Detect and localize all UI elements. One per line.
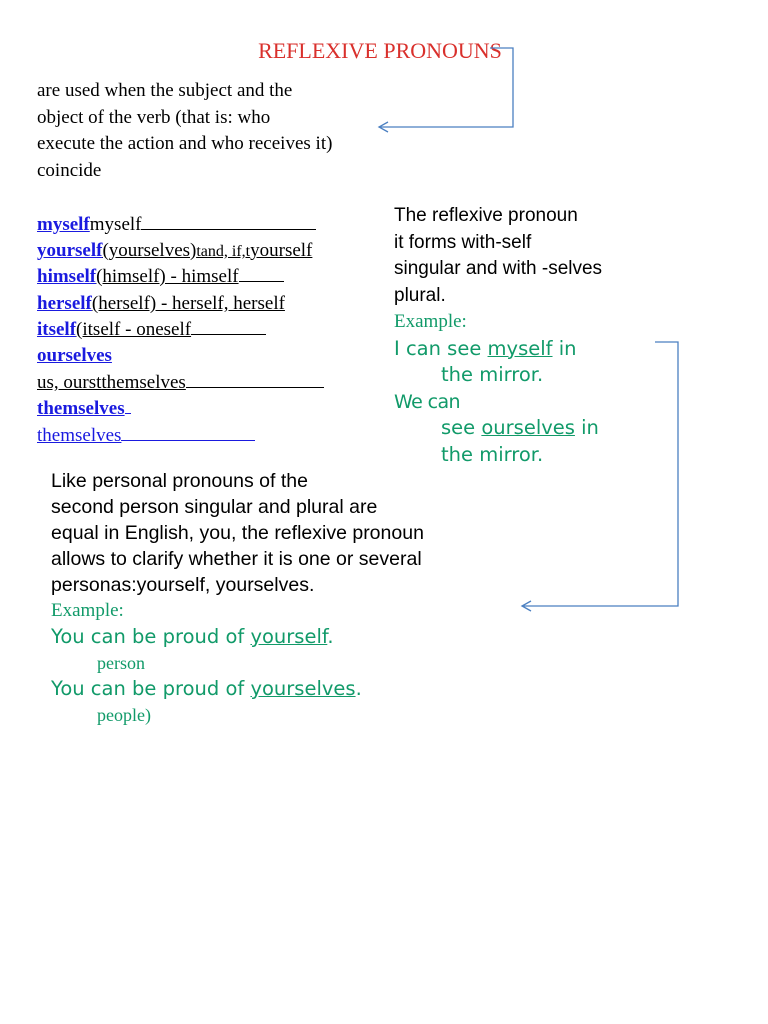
example-text: . <box>355 677 362 700</box>
example-sentence: the mirror. <box>441 363 544 386</box>
page-title: REFLEXIVE PRONOUNS <box>258 38 502 63</box>
pronoun-text: yourself <box>250 240 313 261</box>
note-line: Like personal pronouns of the <box>51 470 308 492</box>
note-line: second person singular and plural are <box>51 496 378 518</box>
example-text: You can be proud of <box>51 677 251 700</box>
note-line: personas:yourself, yourselves. <box>51 574 315 596</box>
pronoun-link[interactable]: yourself <box>37 240 103 261</box>
pronoun-small-text: tand, if,t <box>196 243 251 260</box>
intro-line: coincide <box>37 159 102 181</box>
pronoun-text: (yourselves) <box>102 240 197 261</box>
pronoun-link[interactable]: itself <box>37 319 77 340</box>
pronoun-text: us, ourst <box>37 372 102 393</box>
example-highlight: myself <box>487 336 553 360</box>
pronoun-text: themselves <box>101 372 186 393</box>
note-line: The reflexive pronoun <box>394 205 578 226</box>
note-line: equal in English, you, the reflexive pronoun <box>51 522 424 544</box>
arrow-title-to-intro <box>380 48 513 127</box>
intro-line: are used when the subject and the <box>37 80 293 101</box>
example-label: Example: <box>394 311 467 332</box>
pronoun-link[interactable]: myself <box>37 214 90 235</box>
arrow-example-to-like <box>523 342 678 606</box>
pronoun-text: myself <box>89 214 142 235</box>
example-highlight: ourselves <box>481 416 575 439</box>
note-line: it forms with-self <box>394 231 532 253</box>
example-sentence: the mirror. <box>441 442 544 466</box>
pronoun-link[interactable]: themselves <box>37 398 125 419</box>
intro-line: execute the action and who receives it) <box>37 133 333 154</box>
pronoun-link[interactable]: ourselves <box>37 345 112 366</box>
note-line: singular and with -selves <box>394 258 603 279</box>
example-text: in <box>574 416 599 439</box>
pronoun-text: (itself - oneself <box>76 319 192 340</box>
pronoun-text: themselves <box>37 425 122 446</box>
example-text: see <box>441 416 482 439</box>
example-note: person <box>97 653 145 673</box>
intro-line: object of the verb (that is: who <box>37 106 271 128</box>
example-text: I can see <box>394 336 488 360</box>
example-note: people) <box>97 705 151 725</box>
example-sentence: We can <box>394 390 460 413</box>
pronoun-link[interactable]: himself <box>37 266 97 287</box>
pronoun-link[interactable]: herself <box>37 293 92 314</box>
pronoun-text: (herself) - herself, herself <box>91 293 285 314</box>
note-line: allows to clarify whether it is one or several <box>51 548 422 570</box>
example-highlight: yourself <box>250 625 328 648</box>
example-label: Example: <box>51 600 124 621</box>
example-highlight: yourselves <box>250 677 356 700</box>
note-line: plural. <box>394 284 446 306</box>
pronoun-text: (himself) - himself <box>96 266 239 287</box>
example-text: . <box>327 625 334 648</box>
example-text: You can be proud of <box>51 625 251 648</box>
example-text: in <box>552 336 577 360</box>
